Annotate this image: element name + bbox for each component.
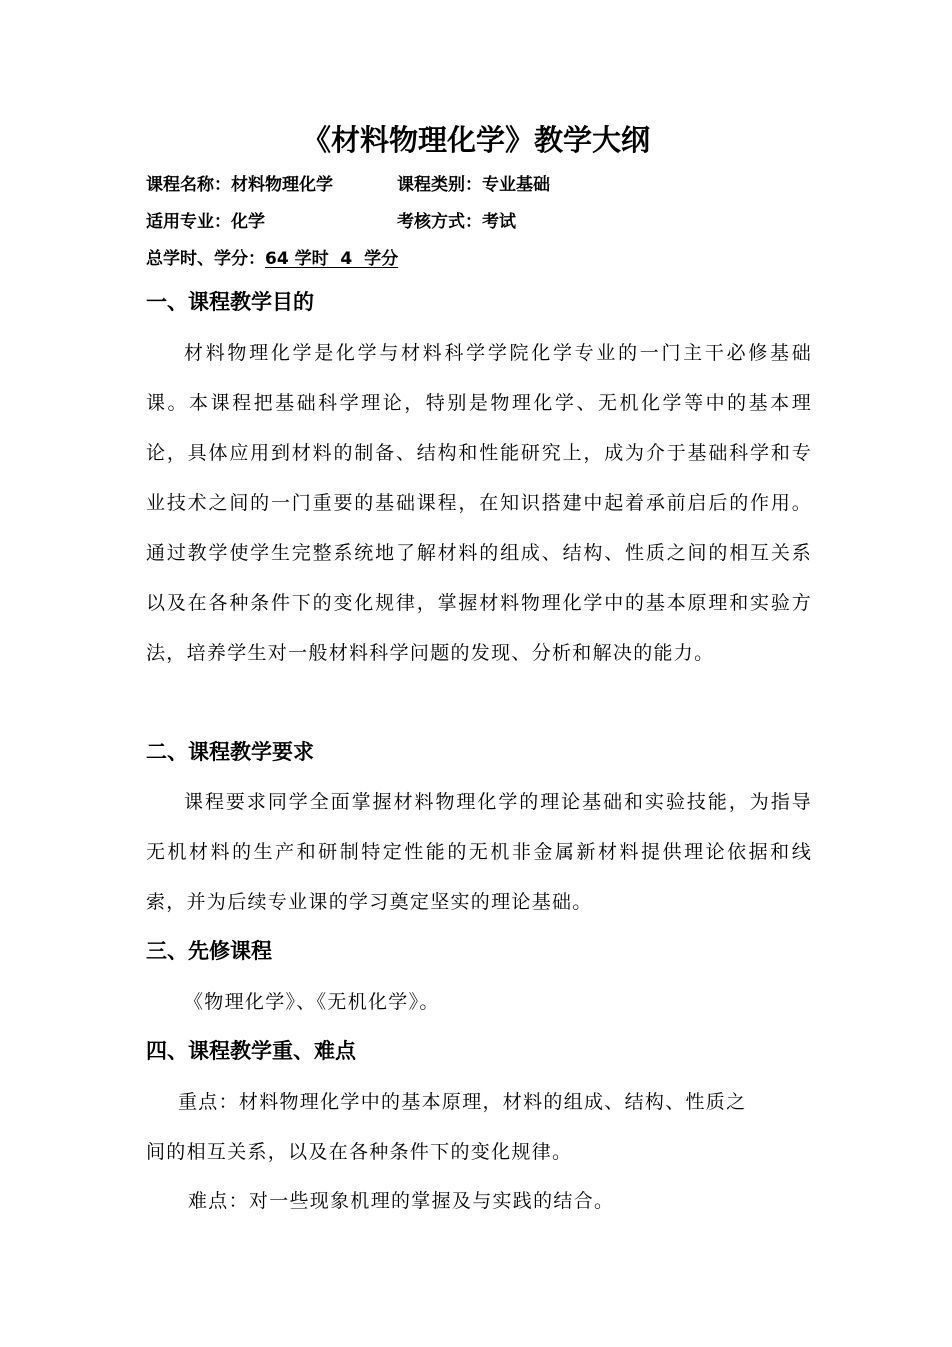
difficulties-line: 难点：对一些现象机理的掌握及与实践的结合。 (188, 1190, 615, 1212)
section-heading-objectives: 一、课程教学目的 (146, 290, 314, 314)
hours-value: 64 学时 4 学分 (265, 249, 399, 269)
section-heading-requirements: 二、课程教学要求 (146, 740, 314, 764)
section-heading-prerequisites: 三、先修课程 (146, 939, 272, 963)
key-points-line-2: 间的相互关系，以及在各种条件下的变化规律。 (146, 1141, 573, 1163)
section-body-requirements: 课程要求同学全面掌握材料物理化学的理论基础和实验技能，为指导无机材料的生产和研制特定性能的无机非金属新材料提供理论依据和线索，并为后续专业课的学习奠定坚实的理论基础。 (146, 791, 812, 913)
total-hours-credits (146, 246, 398, 272)
course-name: 课程名称：材料物理化学 (146, 175, 333, 195)
assessment-method: 考核方式：考试 (397, 212, 516, 232)
course-category: 课程类别：专业基础 (397, 175, 550, 195)
key-points-line-1: 重点：材料物理化学中的基本原理，材料的组成、结构、性质之 (178, 1091, 747, 1113)
section-heading-key-points: 四、课程教学重、难点 (146, 1039, 356, 1063)
document-title: 《材料物理化学》教学大纲 (301, 123, 650, 157)
applicable-major: 适用专业：化学 (146, 212, 265, 232)
section-body-prerequisites: 《物理化学》、《无机化学》。 (184, 991, 440, 1013)
section-body-objectives: 材料物理化学是化学与材料科学学院化学专业的一门主干必修基础课。本课程把基础科学理论，特别是物理化学、无机化学等中的基本理论，具体应用到材料的制备、结构和性能研究上，成为介于基础科学和专业技术之间的一门重要的基础课程，在知识搭建中起着承前启后的作用。通过教学使学生完整系统地了解材料的组成、结构、性质之间的相互关系以及在各种条件下的变化规律，掌握材料物理化学中的基本原理和实验方法，培养学生对一般材料科学问题的发现、分析和解决的能力。 (146, 342, 812, 664)
hours-label: 总学时、学分： (146, 249, 265, 269)
